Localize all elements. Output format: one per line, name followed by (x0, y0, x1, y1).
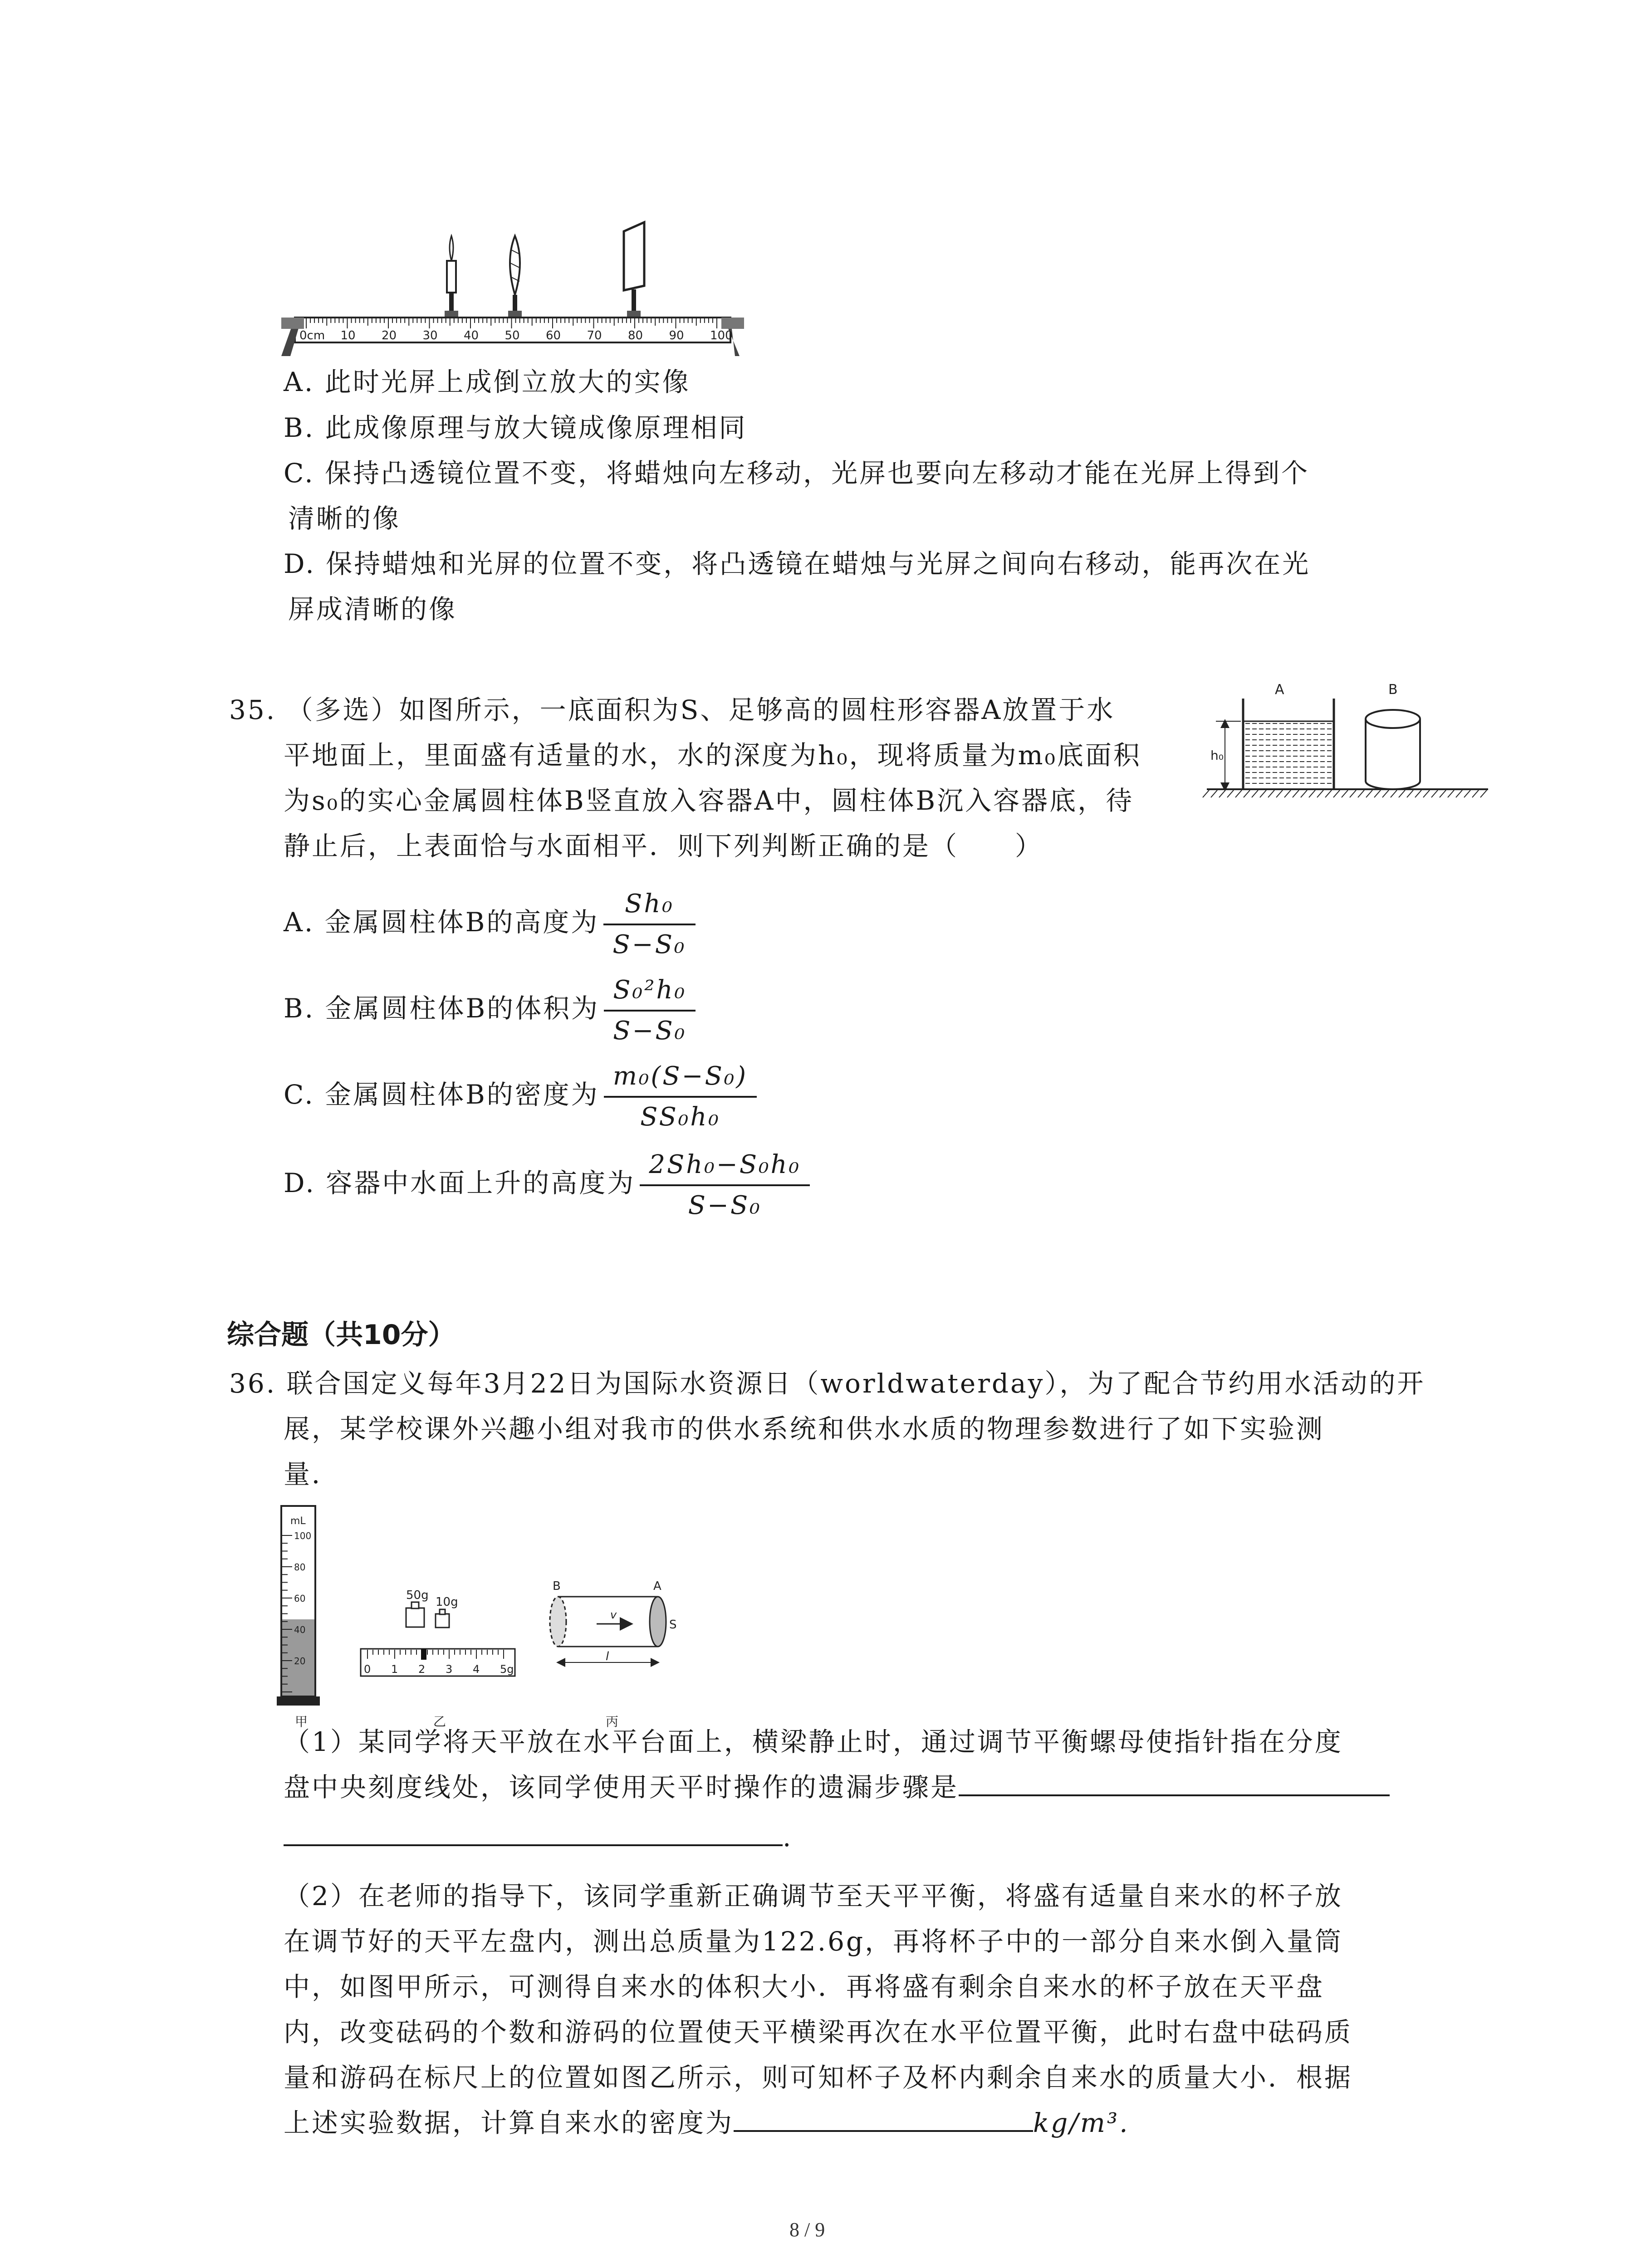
cylinder-tick-label: 100 (294, 1530, 312, 1541)
q34-option-c: C. 保持凸透镜位置不变，将蜡烛向左移动，光屏也要向左移动才能在光屏上得到个 (284, 458, 1310, 489)
fraction-a-denominator: S−S₀ (612, 930, 686, 959)
svg-text:丙: 丙 (606, 1714, 619, 1729)
label-b: B (1388, 682, 1398, 698)
svg-text:S: S (669, 1618, 677, 1632)
q36-part2-line-6: 上述实验数据，计算自来水的密度为 kg/m³. (284, 2100, 1130, 2146)
q36-part2-line-5: 量和游码在标尺上的位置如图乙所示，则可知杯子及杯内剩余自来水的质量大小．根据 (284, 2062, 1353, 2093)
q35-option-b (284, 971, 696, 1051)
ruler-label: 50 (505, 329, 520, 342)
answer-blank-1-cont[interactable] (284, 1817, 783, 1846)
svg-text:B: B (553, 1579, 561, 1593)
q36-line-3: 量． (284, 1459, 340, 1490)
q36-part1-line-2: 盘中央刻度线处，该同学使用天平时操作的遗漏步骤是 (284, 1765, 1390, 1810)
q36-part2-line-3: 中，如图甲所示，可测得自来水的体积大小．再将盛有剩余自来水的杯子放在天平盘 (284, 1971, 1325, 2002)
section-heading: 综合题（共10分） (227, 1319, 456, 1351)
cylinder-tick-label: 40 (294, 1624, 306, 1635)
water-pipe (550, 1579, 677, 1663)
fraction-a (603, 885, 695, 964)
q36-figure (277, 1497, 730, 1733)
svg-text:50g: 50g (406, 1589, 429, 1602)
q36-part2-line-1: （2）在老师的指导下，该同学重新正确调节至天平平衡，将盛有适量自来水的杯子放 (284, 1881, 1343, 1911)
cylinder-tick-label: 60 (294, 1593, 306, 1604)
cylinder-tick-label: 80 (294, 1562, 306, 1573)
ruler-label: 100 (710, 329, 733, 342)
ruler-label: 0cm (299, 329, 325, 342)
q34-option-b: B. 此成像原理与放大镜成像原理相同 (284, 412, 747, 443)
cylinder-b (1366, 710, 1420, 789)
cylinder-tick-label: 20 (294, 1656, 306, 1667)
page-number: 8 / 9 (789, 2219, 825, 2241)
fraction-a-numerator: Sh₀ (603, 885, 695, 925)
fraction-d-denominator: S−S₀ (688, 1191, 762, 1220)
ruler-label: 30 (422, 329, 438, 342)
ruler-label: 40 (464, 329, 479, 342)
candle-icon (447, 236, 456, 315)
q34-option-a: A. 此时光屏上成倒立放大的实像 (284, 367, 691, 397)
q35-option-b-text: B. 金属圆柱体B的体积为 (284, 993, 600, 1024)
q35-option-c-text: C. 金属圆柱体B的密度为 (284, 1079, 599, 1110)
q36-part2-line-4: 内，改变砝码的个数和游码的位置使天平横梁再次在水平位置平衡，此时右盘中砝码质 (284, 2017, 1353, 2048)
q34-option-c-cont: 清晰的像 (288, 503, 401, 534)
svg-text:v: v (610, 1608, 617, 1621)
rider-scale (361, 1649, 515, 1676)
scale-tick-label: 4 (473, 1663, 480, 1676)
q35-line-4: 静止后，上表面恰与水面相平．则下列判断正确的是（ ） (284, 831, 1043, 861)
fraction-d (640, 1145, 810, 1225)
graduated-cylinder (277, 1506, 320, 1706)
ruler-label: 80 (628, 329, 643, 342)
convex-lens-icon (510, 236, 520, 315)
ruler-label: 20 (382, 329, 397, 342)
ruler-label: 90 (669, 329, 684, 342)
fraction-b (604, 971, 696, 1051)
container-figure (1202, 676, 1493, 812)
fraction-b-denominator: S−S₀ (613, 1016, 687, 1046)
q35-option-d (284, 1145, 810, 1225)
q35-option-a-text: A. 金属圆柱体B的高度为 (284, 907, 599, 938)
scale-tick-label: 2 (418, 1663, 426, 1676)
ruler-label: 60 (546, 329, 561, 342)
light-screen (624, 222, 644, 290)
q35-option-d-text: D. 容器中水面上升的高度为 (284, 1168, 636, 1199)
scale-tick-label: 5g (500, 1663, 514, 1676)
svg-text:甲: 甲 (295, 1714, 308, 1729)
optical-bench-figure (281, 218, 749, 367)
weights (406, 1589, 458, 1628)
q36-part2-line-2: 在调节好的天平左盘内，测出总质量为122.6g，再将杯子中的一部分自来水倒入量筒 (284, 1926, 1343, 1957)
answer-blank-2[interactable] (734, 2103, 1033, 2132)
label-h0: h₀ (1210, 748, 1224, 763)
q36-part1-line-1: （1）某同学将天平放在水平台面上，横梁静止时，通过调节平衡螺母使指针指在分度 (284, 1726, 1343, 1757)
fraction-b-numerator: S₀²h₀ (604, 971, 696, 1012)
answer-blank-1[interactable] (959, 1767, 1390, 1796)
q36-line-2: 展，某学校课外兴趣小组对我市的供水系统和供水水质的物理参数进行了如下实验测 (284, 1413, 1325, 1444)
fraction-c-numerator: m₀(S−S₀) (604, 1057, 757, 1098)
q35-option-c (284, 1057, 757, 1137)
fraction-d-numerator: 2Sh₀−S₀h₀ (640, 1145, 810, 1186)
fraction-c (604, 1057, 757, 1137)
svg-text:10g: 10g (436, 1595, 458, 1609)
svg-text:乙: 乙 (433, 1714, 446, 1729)
fraction-c-denominator: SS₀h₀ (640, 1102, 720, 1132)
q34-option-d: D. 保持蜡烛和光屏的位置不变，将凸透镜在蜡烛与光屏之间向右移动，能再次在光 (284, 548, 1311, 579)
svg-text:mL: mL (290, 1515, 306, 1527)
scale-tick-label: 0 (364, 1663, 371, 1676)
q36-line-1: 36. 联合国定义每年3月22日为国际水资源日（worldwaterday），为了配合节约用水活动的开 (229, 1368, 1425, 1399)
q35-line-3: 为s₀的实心金属圆柱体B竖直放入容器A中，圆柱体B沉入容器底，待 (284, 785, 1134, 816)
svg-text:A: A (653, 1579, 661, 1593)
q35-line-1: 35. （多选）如图所示，一底面积为S、足够高的圆柱形容器A放置于水 (229, 694, 1115, 725)
ruler-label: 10 (340, 329, 356, 342)
q34-option-d-cont: 屏成清晰的像 (288, 594, 457, 625)
scale-tick-label: 3 (446, 1663, 453, 1676)
label-a: A (1275, 682, 1284, 698)
scale-tick-label: 1 (391, 1663, 398, 1676)
rider (421, 1649, 426, 1660)
svg-text:l: l (606, 1650, 609, 1663)
q35-line-2: 平地面上，里面盛有适量的水，水的深度为h₀，现将质量为m₀底面积 (284, 740, 1141, 771)
q36-part1-line-3: . (284, 1814, 793, 1860)
ruler-label: 70 (587, 329, 602, 342)
q35-option-a (284, 885, 696, 964)
